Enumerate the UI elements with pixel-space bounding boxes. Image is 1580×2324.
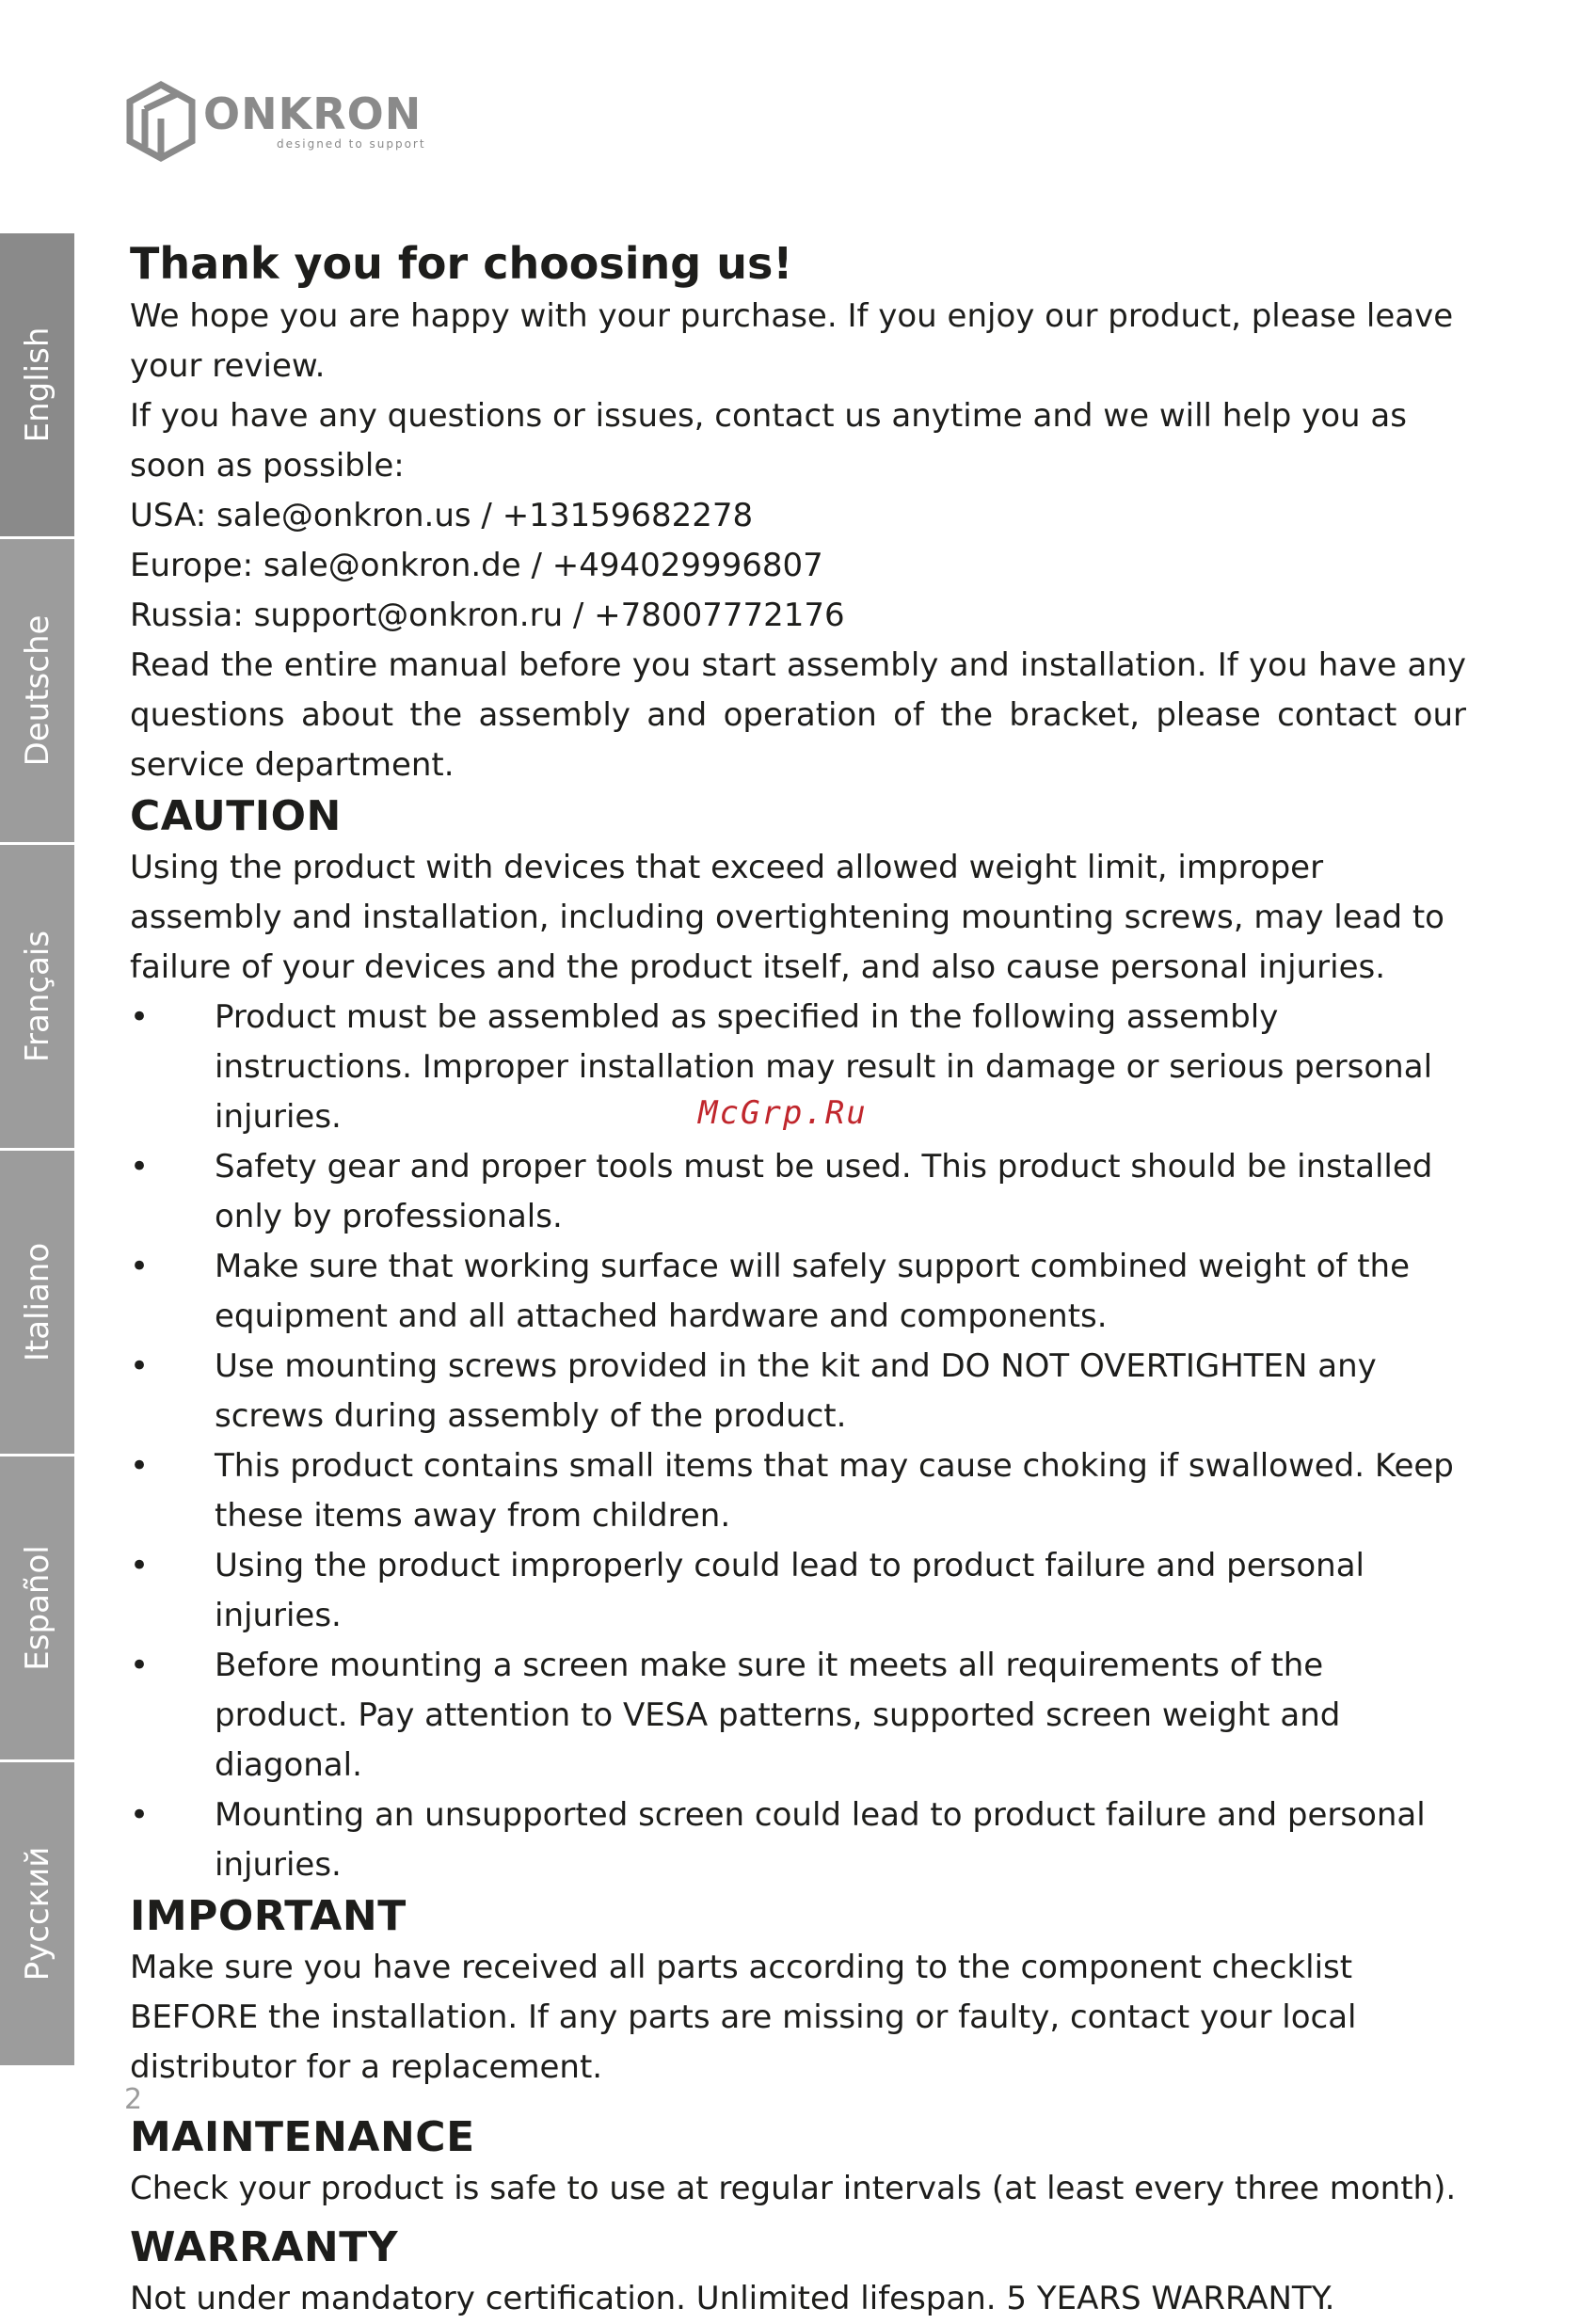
page-number: 2 bbox=[124, 2083, 143, 2116]
list-item: • Safety gear and proper tools must be used. This product should be installed only by professionals. bbox=[130, 1142, 1466, 1242]
read-manual-paragraph: Read the entire manual before you start assembly and installation. If you have any questions about the assembly and operation of the bracket, please contact our service department. bbox=[130, 646, 1466, 784]
tab-francais[interactable] bbox=[0, 845, 74, 1151]
important-text: Make sure you have received all parts according to the component checklist BEFORE the installation. If any parts are missing or faulty, contact your local distributor for a replacement. bbox=[130, 1949, 1357, 2086]
manual-content bbox=[130, 235, 1466, 2324]
tab-deutsche[interactable] bbox=[0, 539, 74, 845]
watermark: McGrp.Ru bbox=[698, 1094, 868, 1132]
list-item: • Make sure that working surface will safely support combined weight of the equipment and all attached hardware and components. bbox=[130, 1242, 1466, 1342]
contact-usa: USA: sale@onkron.us / +13159682278 bbox=[130, 497, 754, 534]
onkron-logo-icon bbox=[124, 81, 198, 162]
contact-europe: Europe: sale@onkron.de / +494029996807 bbox=[130, 547, 823, 584]
list-item: • Mounting an unsupported screen could lead to product failure and personal injuries. bbox=[130, 1791, 1466, 1890]
contact-russia: Russia: support@onkron.ru / +78007772176 bbox=[130, 597, 845, 634]
maintenance-heading: MAINTENANCE bbox=[130, 2113, 475, 2161]
tab-label: Italiano bbox=[18, 1242, 56, 1362]
warranty-text: Not under mandatory certification. Unlimited lifespan. 5 YEARS WARRANTY. bbox=[130, 2280, 1335, 2317]
tab-russian[interactable] bbox=[0, 1762, 74, 2068]
caution-heading: CAUTION bbox=[130, 792, 342, 840]
tab-italiano[interactable] bbox=[0, 1151, 74, 1456]
important-heading: IMPORTANT bbox=[130, 1892, 407, 1940]
tab-espanol[interactable] bbox=[0, 1456, 74, 1762]
list-item: • Product must be assembled as specified in the following assembly instructions. Improper installation may result in damage or serious personal injuries. bbox=[130, 993, 1466, 1142]
intro-paragraph: We hope you are happy with your purchase. If you enjoy our product, please leave your review. bbox=[130, 297, 1454, 385]
tab-label: Español bbox=[18, 1545, 56, 1671]
list-item: • Using the product improperly could lead to product failure and personal injuries. bbox=[130, 1541, 1466, 1641]
list-item: • This product contains small items that may cause choking if swallowed. Keep these items away from children. bbox=[130, 1441, 1466, 1541]
page-title: Thank you for choosing us! bbox=[130, 238, 793, 289]
logo-name: ONKRON bbox=[203, 88, 423, 139]
tab-label: English bbox=[18, 326, 56, 443]
tab-label: Français bbox=[18, 930, 56, 1063]
list-item: • Before mounting a screen make sure it meets all requirements of the product. Pay attention to VESA patterns, supported screen weight and diagonal. bbox=[130, 1641, 1466, 1791]
tab-english[interactable] bbox=[0, 233, 74, 539]
logo-tagline: designed to support bbox=[277, 137, 426, 151]
list-item: • Use mounting screws provided in the kit and DO NOT OVERTIGHTEN any screws during assembly of the product. bbox=[130, 1342, 1466, 1441]
onkron-logo bbox=[124, 81, 426, 162]
intro-paragraph: If you have any questions or issues, contact us anytime and we will help you as soon as possible: bbox=[130, 397, 1407, 485]
tab-label: Deutsche bbox=[18, 614, 56, 767]
warranty-heading: WARRANTY bbox=[130, 2223, 399, 2271]
maintenance-text: Check your product is safe to use at regular intervals (at least every three month). bbox=[130, 2170, 1457, 2207]
language-tabs bbox=[0, 233, 74, 2068]
caution-text: Using the product with devices that exceed allowed weight limit, improper assembly and installation, including overtightening mounting screws, may lead to failure of your devices and the product itself, and also cause personal injuries. bbox=[130, 849, 1444, 986]
tab-label: Русский bbox=[18, 1846, 56, 1982]
